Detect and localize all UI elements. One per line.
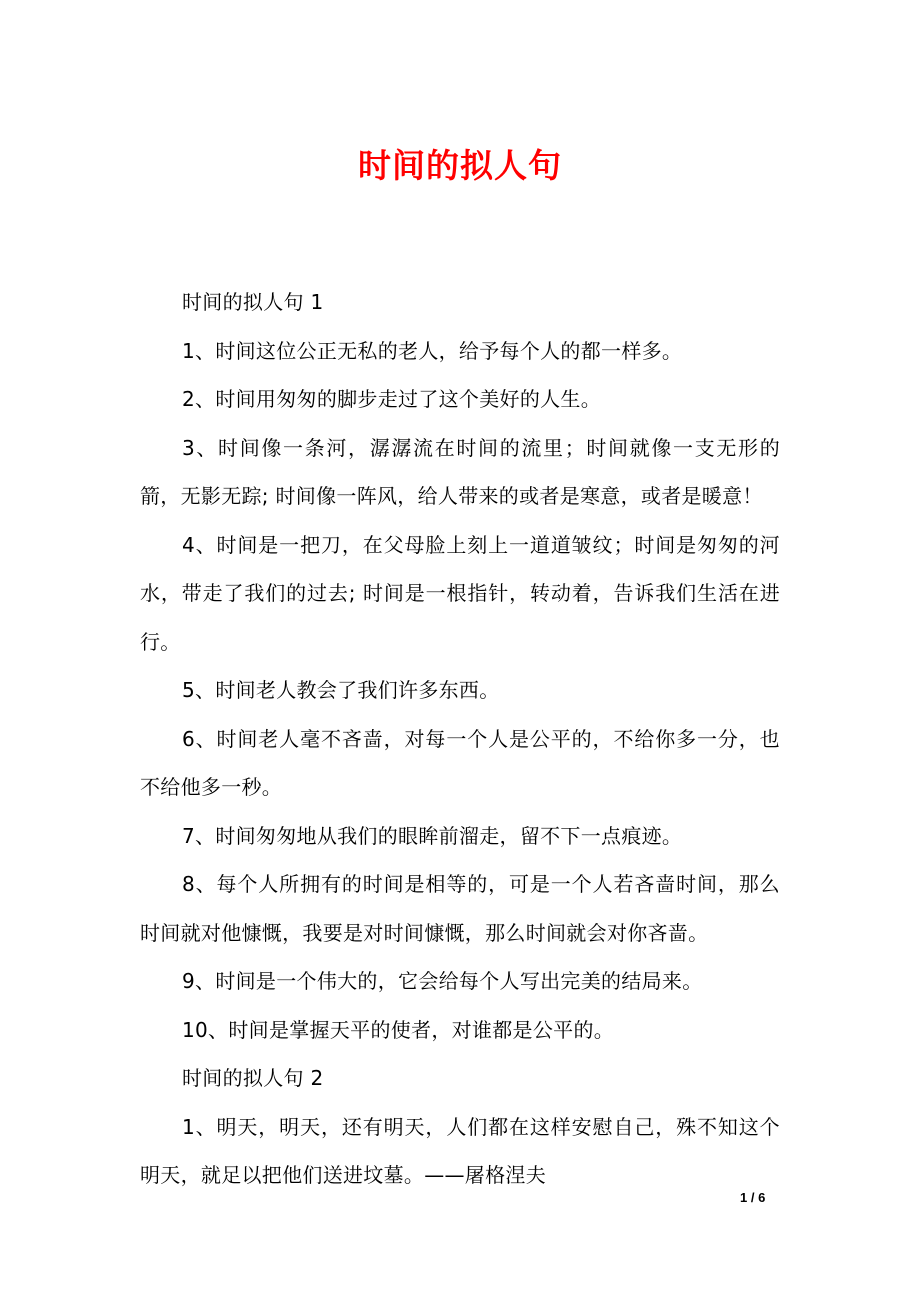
paragraph-item-6: 6、时间老人毫不吝啬，对每一个人是公平的，不给你多一分，也不给他多一秒。: [140, 726, 780, 799]
paragraph-item-7: 7、时间匆匆地从我们的眼眸前溜走，留不下一点痕迹。: [182, 823, 683, 848]
paragraph-item-10: 10、时间是掌握天平的使者，对谁都是公平的。: [182, 1017, 615, 1042]
document-body: [140, 278, 780, 1200]
paragraph-item-9: 9、时间是一个伟大的，它会给每个人写出完美的结局来。: [182, 969, 703, 993]
paragraph-item-3: 3、时间像一条河，潺潺流在时间的流里；时间就像一支无形的箭，无影无踪; 时间像一阵风，给人带来的或者是寒意，或者是暖意！: [140, 435, 780, 508]
paragraph-item-4: 4、时间是一把刀，在父母脸上刻上一道道皱纹；时间是匆匆的河水，带走了我们的过去; 时间是一根指针，转动着，告诉我们生活在进行。: [140, 532, 780, 654]
page-indicator: 1 / 6: [740, 1190, 766, 1205]
section-heading-2: 时间的拟人句 2: [182, 1066, 324, 1090]
section-heading-1: 时间的拟人句 1: [182, 290, 324, 314]
paragraph-item-2: 2、时间用匆匆的脚步走过了这个美好的人生。: [182, 387, 602, 411]
paragraph-item-8: 8、每个人所拥有的时间是相等的，可是一个人若吝啬时间，那么时间就对他慷慨，我要是对时间慷慨，那么时间就会对你吝啬。: [140, 872, 780, 945]
paragraph-item-5: 5、时间老人教会了我们许多东西。: [182, 678, 500, 702]
document-title: 时间的拟人句: [358, 146, 562, 185]
paragraph-item-2-1: 1、明天，明天，还有明天，人们都在这样安慰自己，殊不知这个明天，就足以把他们送进坟墓。——屠格涅夫: [140, 1114, 780, 1187]
paragraph-item-1: 1、时间这位公正无私的老人，给予每个人的都一样多。: [182, 338, 683, 363]
